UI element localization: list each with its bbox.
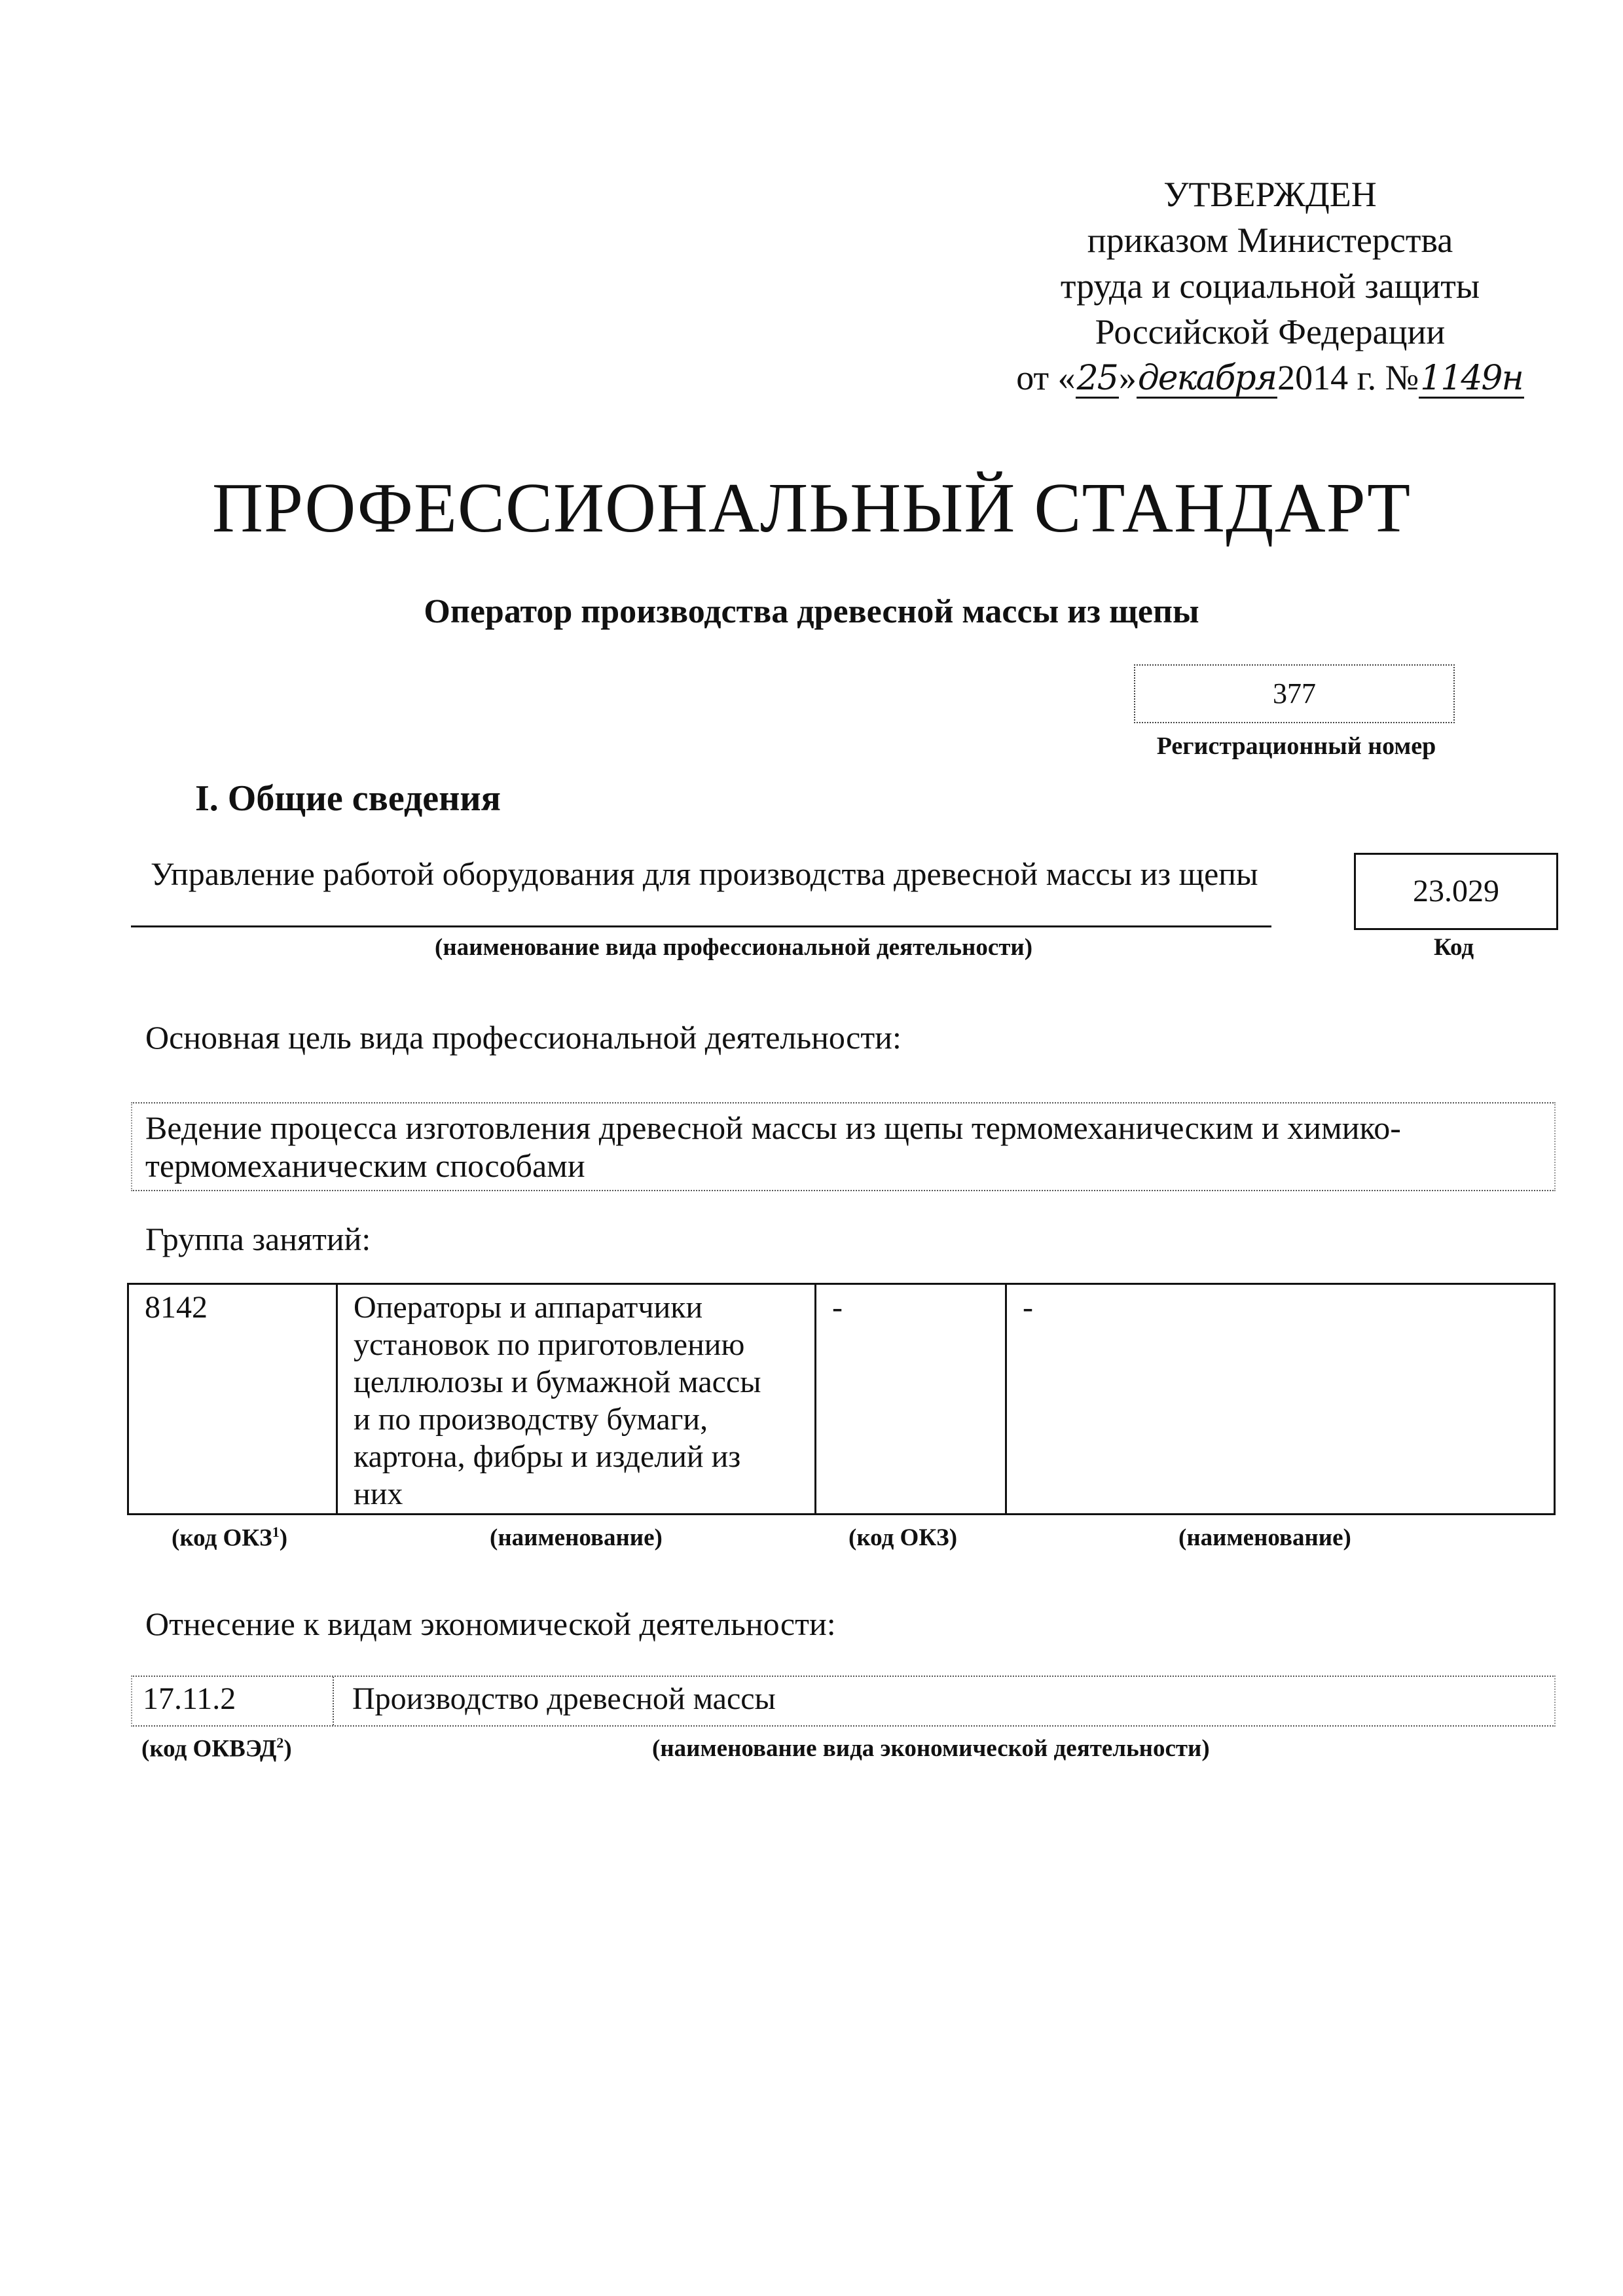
document-subtitle: Оператор производства древесной массы из щепы bbox=[424, 593, 1199, 630]
occupation-group-table bbox=[127, 1283, 1556, 1515]
approval-line-1: УТВЕРЖДЕН bbox=[1163, 175, 1377, 214]
approval-date-line bbox=[982, 355, 1558, 401]
activity-underline bbox=[131, 925, 1271, 927]
okz-code2-caption: (код ОКЗ) bbox=[848, 1524, 958, 1551]
code-caption: Код bbox=[1434, 934, 1474, 961]
okved-code-caption-close: ) bbox=[283, 1735, 292, 1763]
okved-separator bbox=[333, 1677, 334, 1725]
activity-name: Управление работой оборудования для производства древесной массы из щепы bbox=[151, 855, 1258, 892]
goal-text: Ведение процесса изготовления древесной массы из щепы термомеханическим и химико-термомеханическим способами bbox=[131, 1102, 1556, 1191]
date-day-handwritten: 25 bbox=[1076, 359, 1118, 398]
registration-number-caption: Регистрационный номер bbox=[1156, 732, 1436, 760]
date-month-handwritten: декабря bbox=[1137, 359, 1277, 398]
okved-code: 17.11.2 bbox=[143, 1681, 236, 1716]
okved-label: Отнесение к видам экономической деятельности: bbox=[145, 1605, 836, 1642]
approval-line-3: труда и социальной защиты bbox=[1060, 266, 1480, 306]
date-prefix: от « bbox=[1016, 358, 1076, 397]
okz-name-line: Операторы и аппаратчики bbox=[354, 1290, 703, 1325]
okz-name-caption: (наименование) bbox=[490, 1524, 663, 1551]
okz-code-caption-close: ) bbox=[279, 1524, 288, 1552]
okved-name: Производство древесной массы bbox=[352, 1681, 776, 1716]
okz-code-caption bbox=[172, 1524, 287, 1552]
okz-code-caption-text: (код ОКЗ bbox=[172, 1524, 272, 1552]
footnote-1-ref: 1 bbox=[272, 1524, 280, 1540]
group-label: Группа занятий: bbox=[145, 1221, 371, 1257]
okz-name2-caption: (наименование) bbox=[1178, 1524, 1351, 1551]
registration-number-box: 377 bbox=[1134, 664, 1455, 723]
document-title: ПРОФЕССИОНАЛЬНЫЙ СТАНДАРТ bbox=[211, 469, 1412, 547]
activity-caption: (наименование вида профессиональной деятельности) bbox=[435, 934, 1033, 961]
approval-line-2: приказом Министерства bbox=[1087, 221, 1453, 260]
date-year: 2014 г. № bbox=[1277, 358, 1419, 397]
goal-label: Основная цель вида профессиональной деятельности: bbox=[145, 1019, 902, 1056]
okved-code-caption-text: (код ОКВЭД bbox=[141, 1735, 277, 1763]
okved-name-caption: (наименование вида экономической деятельности) bbox=[652, 1735, 1210, 1762]
approval-line-4: Российской Федерации bbox=[1095, 312, 1446, 351]
okz-code-cell: 8142 bbox=[128, 1284, 337, 1515]
approval-block bbox=[982, 171, 1558, 401]
table-row bbox=[128, 1284, 1555, 1515]
activity-code-box: 23.029 bbox=[1354, 853, 1558, 930]
okz-name-line: целлюлозы и бумажной массы bbox=[354, 1365, 761, 1399]
okved-table bbox=[131, 1676, 1556, 1727]
okz-name2-cell: - bbox=[1006, 1284, 1555, 1515]
okz-name-line: них bbox=[354, 1477, 403, 1511]
okz-name-line: картона, фибры и изделий из bbox=[354, 1439, 741, 1474]
order-number-handwritten: 1149н bbox=[1420, 359, 1523, 398]
okz-name-line: установок по приготовлению bbox=[354, 1327, 745, 1362]
footnote-2-ref: 2 bbox=[276, 1734, 284, 1751]
okz-name-cell bbox=[337, 1284, 816, 1515]
okz-code2-cell: - bbox=[816, 1284, 1006, 1515]
okz-name-line: и по производству бумаги, bbox=[354, 1402, 708, 1437]
section-title: I. Общие сведения bbox=[195, 778, 501, 819]
date-sep: » bbox=[1118, 358, 1137, 397]
okved-code-caption bbox=[141, 1734, 292, 1763]
